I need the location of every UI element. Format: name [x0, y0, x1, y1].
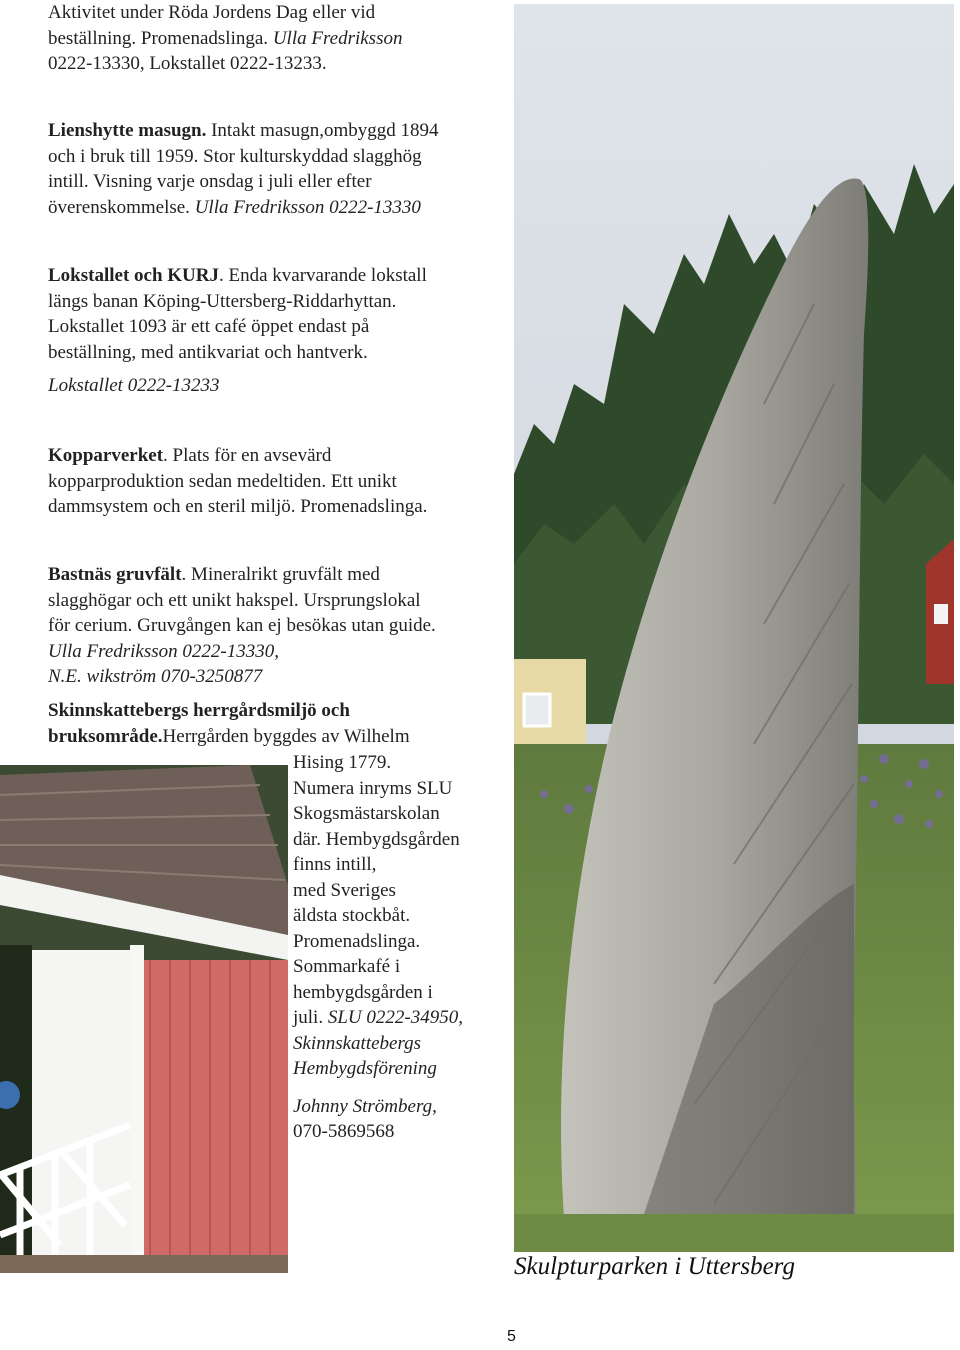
contact-info: Hembygdsförening [293, 1058, 437, 1079]
section-heading: Lienshytte masugn. [48, 120, 207, 141]
text-line: och i bruk till 1959. Stor kulturskyddad slagghög [48, 145, 422, 167]
herrgard-pavilion-photo [0, 765, 288, 1273]
text-line: finns intill, [293, 854, 377, 875]
text-line: längs banan Köping-Uttersberg-Riddarhyttan. [48, 290, 397, 312]
text-line: äldsta stockbåt. [293, 905, 411, 926]
text-line: Hising 1779. [293, 752, 392, 773]
contact-info: Lokstallet 0222-13233 [48, 375, 220, 396]
contact-info: Ulla Fredriksson 0222-13330, [48, 640, 279, 662]
contact-info: Ulla Fredriksson 0222-13330 [194, 196, 421, 218]
text-line: Skogsmästarskolan [293, 803, 440, 824]
text-line: där. Hembygdsgården [293, 828, 460, 850]
paragraph-lienshytte [48, 118, 493, 220]
contact-phone: 070-5869568 [293, 1121, 395, 1142]
text-line: beställning, med antikvariat och hantverk. [48, 341, 368, 363]
text-line: Lokstallet och KURJ. Enda kvarvarande lokstall [48, 265, 427, 286]
text-line: hembygdsgården i [293, 981, 433, 1003]
text-line: Lienshytte masugn. Intakt masugn,ombyggd 1894 [48, 120, 439, 141]
text-line: Lokstallet 1093 är ett café öppet endast på [48, 316, 370, 337]
text-line: dammsystem och en steril miljö. Promenadslinga. [48, 496, 428, 517]
contact-block [293, 1094, 503, 1145]
section-heading: Bastnäs gruvfält [48, 564, 182, 585]
text-line: Numera inryms SLU [293, 777, 453, 799]
side-text-column [293, 750, 503, 1145]
text-line: Promenadslinga. [293, 930, 421, 952]
section-heading: Kopparverket [48, 445, 164, 466]
text-line: 0222-13330, Lokstallet 0222-13233. [48, 53, 327, 74]
contact-name: Ulla Fredriksson [272, 27, 403, 49]
contact-name: Johnny Strömberg, [293, 1095, 437, 1117]
text-line: kopparproduktion sedan medeltiden. Ett unikt [48, 470, 397, 492]
text-line: Aktivitet under Röda Jordens Dag eller vid [48, 2, 376, 23]
section-heading: Lokstallet och KURJ [48, 265, 219, 286]
contact-info: SLU 0222-34950, [323, 1007, 463, 1028]
contact-info: N.E. wikström 070-3250877 [48, 666, 263, 687]
paragraph-herrgard [48, 698, 488, 749]
text-line: Bastnäs gruvfält. Mineralrikt gruvfält med [48, 564, 380, 585]
paragraph-roda-jordens-dag [48, 0, 493, 77]
text-line: intill. Visning varje onsdag i juli eller efter [48, 171, 372, 192]
text-line: för cerium. Gruvgången kan ej besökas utan guide. [48, 615, 436, 636]
text-line: bruksområde.Herrgården byggdes av Wilhelm [48, 725, 410, 747]
section-heading: bruksområde. [48, 725, 163, 747]
text-line: med Sveriges [293, 879, 396, 901]
sculpture-photo [514, 4, 954, 1252]
paragraph-kopparverket [48, 443, 493, 520]
paragraph-bastnas [48, 562, 493, 690]
paragraph-lokstallet [48, 263, 493, 399]
text-line: slagghögar och ett unikt hakspel. Ursprungslokal [48, 589, 421, 611]
text-line: Sommarkafé i [293, 956, 401, 977]
section-heading: Skinnskattebergs herrgårdsmiljö och [48, 700, 350, 721]
text-line: överenskommelse. Ulla Fredriksson 0222-13330 [48, 196, 421, 218]
photo-caption: Skulpturparken i Uttersberg [514, 1253, 795, 1280]
contact-info: Skinnskattebergs [293, 1032, 422, 1054]
text-line: beställning. Promenadslinga. Ulla Fredriksson [48, 27, 403, 49]
text-line: juli. SLU 0222-34950, [293, 1007, 463, 1028]
text-line: Kopparverket. Plats för en avsevärd [48, 445, 332, 466]
page-number: 5 [507, 1328, 516, 1345]
